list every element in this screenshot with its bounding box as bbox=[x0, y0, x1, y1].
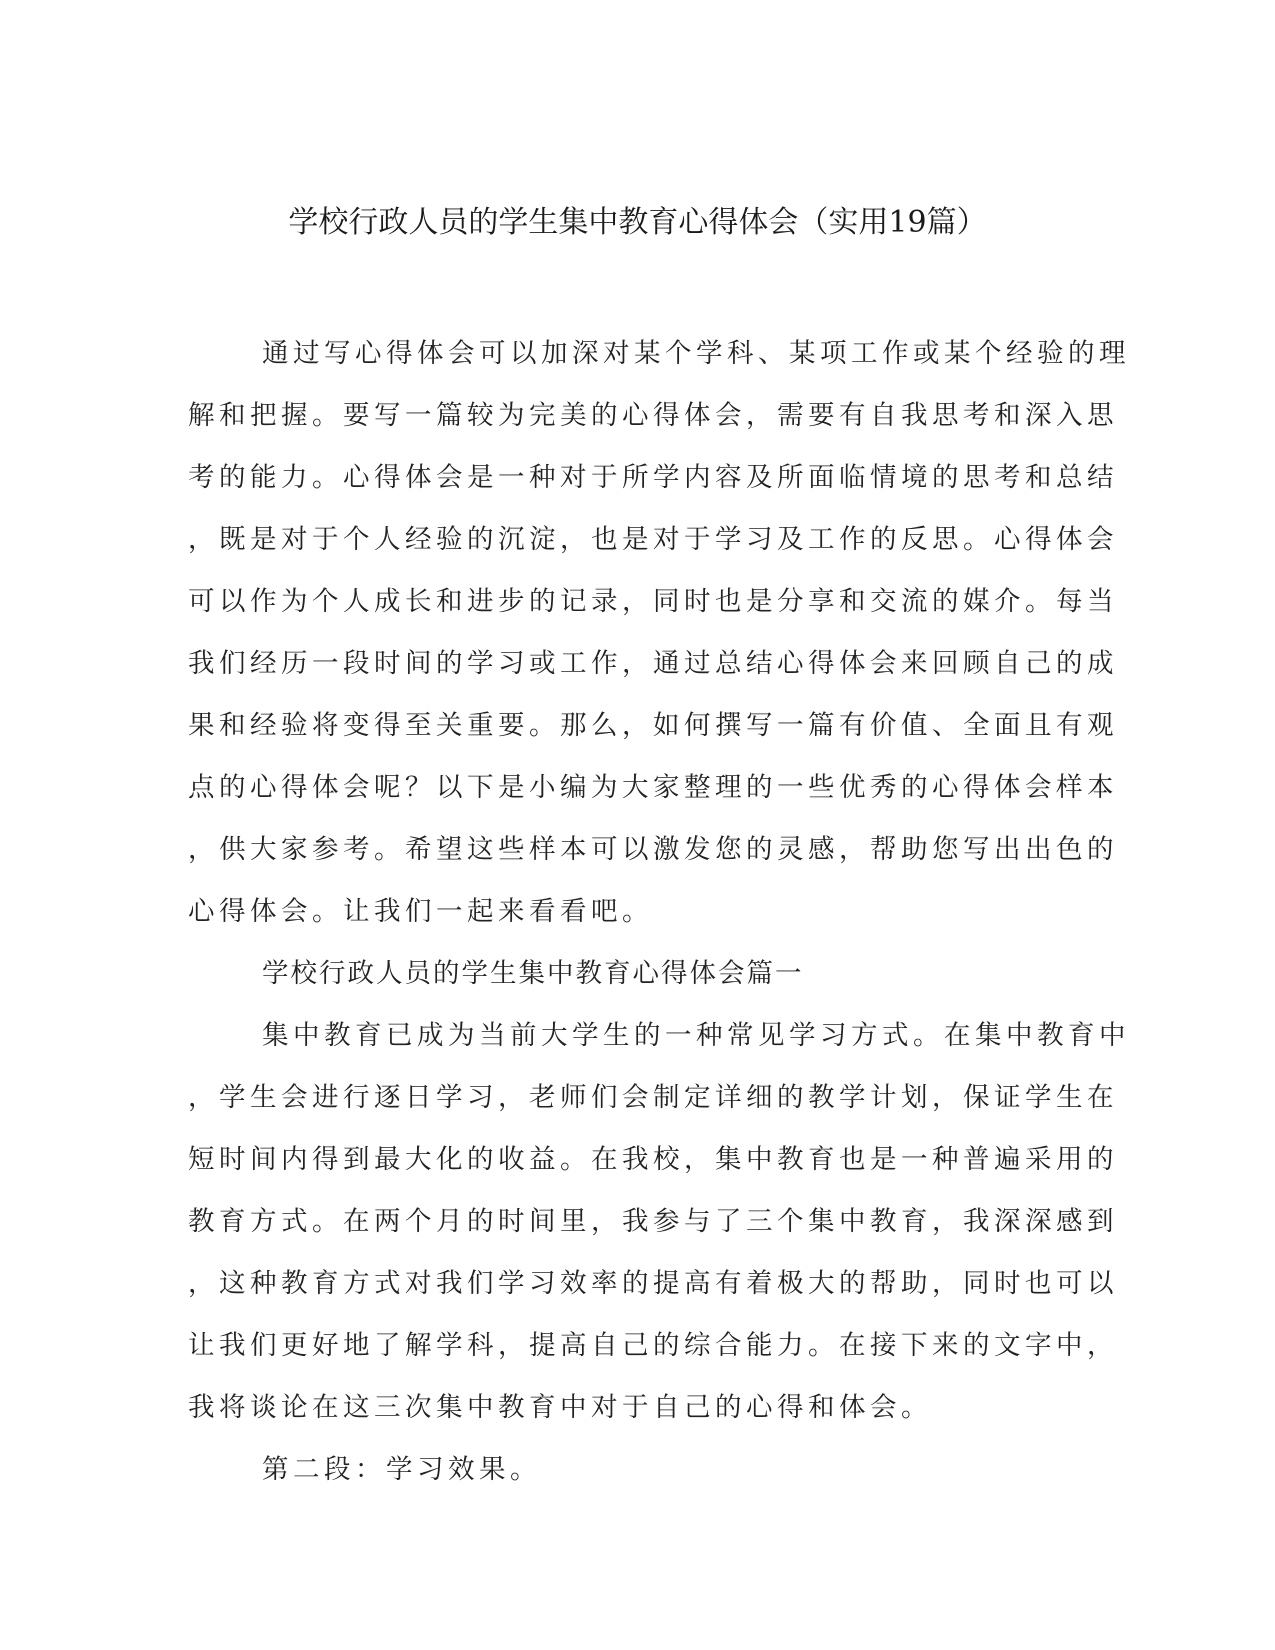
intro-line: 考的能力。心得体会是一种对于所学内容及所面临情境的思考和总结 bbox=[188, 462, 1118, 493]
intro-line: 通过写心得体会可以加深对某个学科、某项工作或某个经验的理 bbox=[262, 338, 1130, 369]
document-title: 学校行政人员的学生集中教育心得体会（实用19篇） bbox=[288, 205, 987, 240]
body-line: ，这种教育方式对我们学习效率的提高有着极大的帮助，同时也可以 bbox=[188, 1268, 1118, 1299]
body-line: 教育方式。在两个月的时间里，我参与了三个集中教育，我深深感到 bbox=[188, 1206, 1118, 1237]
body-line: 让我们更好地了解学科，提高自己的综合能力。在接下来的文字中， bbox=[188, 1330, 1118, 1361]
intro-line: 可以作为个人成长和进步的记录，同时也是分享和交流的媒介。每当 bbox=[188, 586, 1118, 617]
intro-line: 心得体会。让我们一起来看看吧。 bbox=[188, 896, 653, 927]
body-line: 集中教育已成为当前大学生的一种常见学习方式。在集中教育中 bbox=[262, 1020, 1130, 1051]
body-line: ，学生会进行逐日学习，老师们会制定详细的教学计划，保证学生在 bbox=[188, 1082, 1118, 1113]
section-heading: 学校行政人员的学生集中教育心得体会篇一 bbox=[262, 958, 804, 989]
intro-line: 解和把握。要写一篇较为完美的心得体会，需要有自我思考和深入思 bbox=[188, 400, 1118, 431]
body-line: 短时间内得到最大化的收益。在我校，集中教育也是一种普遍采用的 bbox=[188, 1144, 1118, 1175]
body-line: 我将谈论在这三次集中教育中对于自己的心得和体会。 bbox=[188, 1392, 932, 1423]
subheading: 第二段：学习效果。 bbox=[262, 1454, 541, 1485]
intro-line: ，既是对于个人经验的沉淀，也是对于学习及工作的反思。心得体会 bbox=[188, 524, 1118, 555]
intro-line: 我们经历一段时间的学习或工作，通过总结心得体会来回顾自己的成 bbox=[188, 648, 1118, 679]
intro-line: 果和经验将变得至关重要。那么，如何撰写一篇有价值、全面且有观 bbox=[188, 710, 1118, 741]
intro-line: ，供大家参考。希望这些样本可以激发您的灵感，帮助您写出出色的 bbox=[188, 834, 1118, 865]
intro-line: 点的心得体会呢？以下是小编为大家整理的一些优秀的心得体会样本 bbox=[188, 772, 1118, 803]
